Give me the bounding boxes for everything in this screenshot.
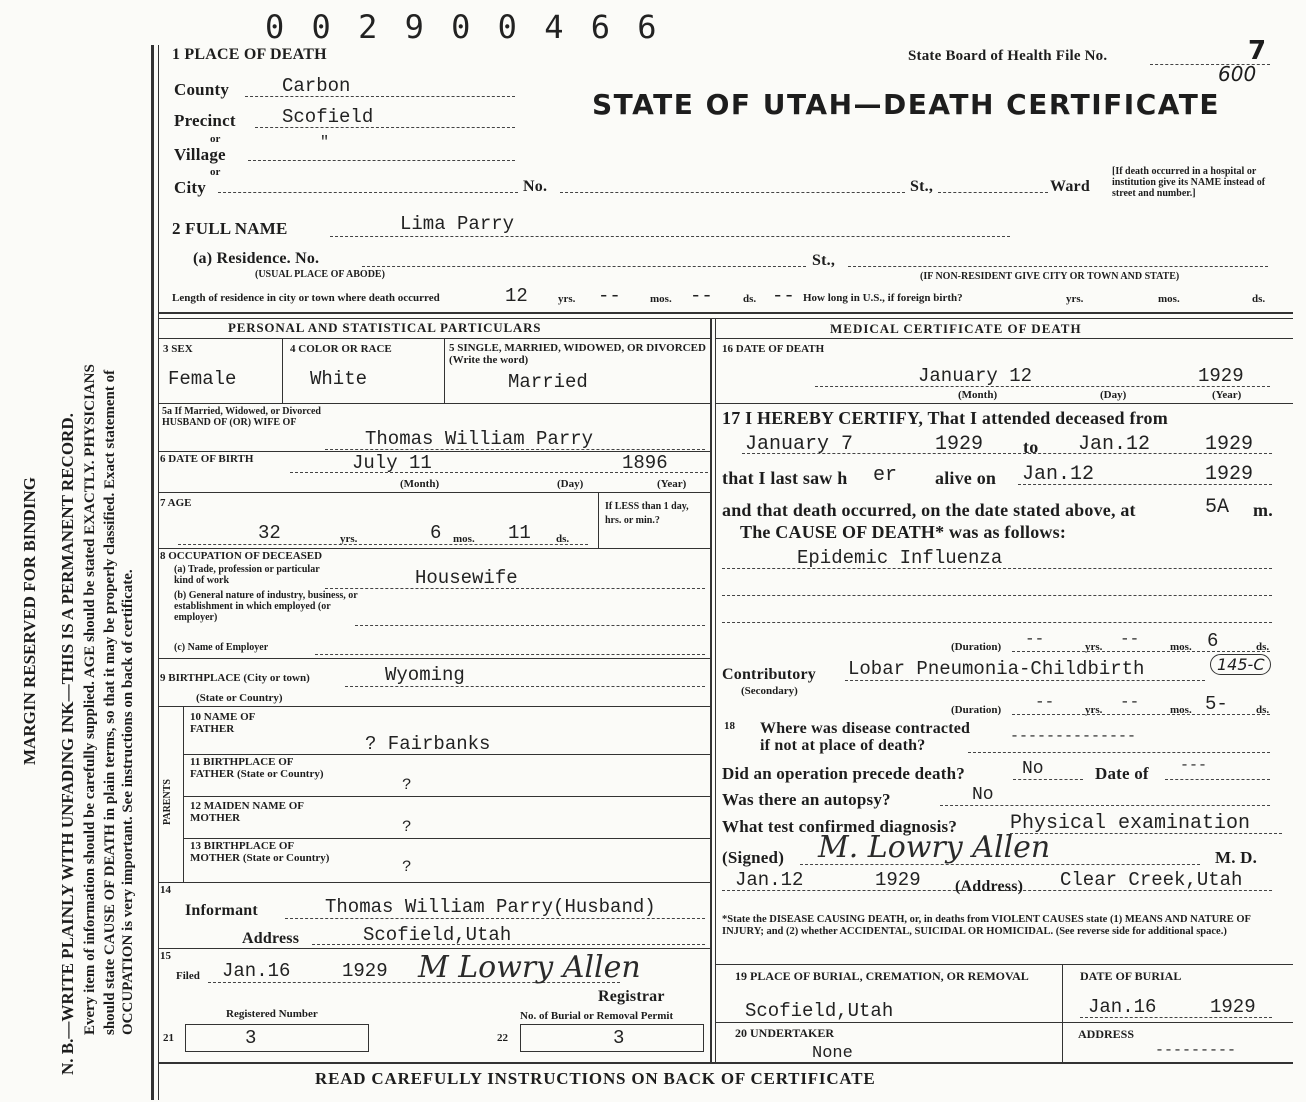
village-label: Village [174, 145, 226, 164]
duration-1-mos-label: mos. [1170, 641, 1192, 653]
contributory-value: Lobar Pneumonia-Childbirth [848, 658, 1145, 680]
sex-label: 3 SEX [163, 343, 193, 355]
length-ds-value: -- [690, 285, 713, 307]
precinct-value: Scofield [282, 106, 374, 128]
filed-year-value: 1929 [342, 960, 388, 982]
section-21: 21 [163, 1032, 174, 1044]
how-long-label: How long in U.S., if foreign birth? [803, 292, 963, 304]
death-time-m: m. [1253, 500, 1273, 520]
father-birthplace-label: 11 BIRTHPLACE OF FATHER (State or Country) [190, 756, 324, 780]
margin-binding: MARGIN RESERVED FOR BINDING [20, 477, 39, 765]
date-of-value: --- [1180, 757, 1208, 774]
attended-from-year-value: 1929 [935, 433, 984, 456]
how-long-ds-label: ds. [1252, 293, 1266, 305]
or-label-2: or [210, 166, 221, 178]
occupation-value: Housewife [415, 567, 518, 589]
registrar-signature: M Lowry Allen [418, 950, 641, 985]
burial-date-value: Jan.16 [1088, 996, 1157, 1018]
age-yrs-label: yrs. [340, 533, 358, 545]
length-label: Length of residence in city or town where death occurred [172, 292, 440, 304]
occupation-a-label: (a) Trade, profession or particular kind of work [174, 564, 320, 586]
operation-label: Did an operation precede death? [722, 764, 965, 783]
city-st-label: St., [910, 178, 934, 195]
certify-label: 17 I HEREBY CERTIFY, That I attended deceased from [722, 408, 1168, 428]
last-saw-er: er [873, 464, 898, 487]
occupation-label: 8 OCCUPATION OF DECEASED [160, 550, 323, 562]
mother-birthplace-label: 13 BIRTHPLACE OF MOTHER (State or Country) [190, 840, 330, 864]
cause-value: Epidemic Influenza [797, 547, 1003, 569]
dob-label: 6 DATE OF BIRTH [160, 453, 254, 465]
duration-2-ds-label: ds. [1256, 704, 1270, 716]
physician-address-label: (Address) [955, 878, 1024, 895]
section-15: 15 [160, 950, 171, 962]
margin-occupation: OCCUPATION is very important. See instructions on back of certificate. [120, 569, 136, 1035]
undertaker-label: 20 UNDERTAKER [735, 1026, 835, 1040]
place-heading: 1 PLACE OF DEATH [172, 46, 327, 63]
personal-heading: PERSONAL AND STATISTICAL PARTICULARS [228, 320, 542, 335]
dod-month-label: (Month) [958, 389, 998, 401]
md-label: M. D. [1215, 848, 1258, 867]
mother-birthplace-value: ? [402, 858, 412, 876]
length-mos-value: -- [598, 285, 621, 307]
cause-label: The CAUSE OF DEATH* was as follows: [740, 522, 1067, 542]
duration-2-yrs: -- [1035, 693, 1055, 711]
medical-heading: MEDICAL CERTIFICATE OF DEATH [830, 321, 1082, 336]
document-title: STATE OF UTAH—DEATH CERTIFICATE [592, 88, 1220, 121]
operation-value: No [1022, 759, 1044, 779]
length-yrs-label: yrs. [558, 293, 576, 305]
informant-address-value: Scofield,Utah [363, 924, 512, 946]
dob-month-value: July 11 [352, 452, 432, 474]
file-no-value: 7 [1248, 36, 1267, 66]
city-no-label: No. [523, 178, 548, 195]
county-label: County [174, 80, 230, 99]
father-name-value: ? Fairbanks [365, 733, 491, 755]
margin-every: Every item of information should be carefully supplied. AGE should be stated EXACTLY. PHYSICIANS [82, 364, 98, 1035]
age-ds-label: ds. [556, 533, 570, 545]
full-name-label: 2 FULL NAME [172, 219, 288, 238]
margin-should: should state CAUSE OF DEATH in plain terms, so that it may be properly classified. Exact statement of [102, 369, 118, 1035]
to-label: to [1023, 437, 1039, 457]
secondary-label: (Secondary) [741, 685, 798, 697]
test-label: What test confirmed diagnosis? [722, 817, 958, 836]
where-contracted-label: Where was disease contracted [760, 720, 971, 737]
file-no-extra: 600 [1218, 62, 1257, 86]
undertaker-address-label: ADDRESS [1078, 1027, 1135, 1041]
duration-1-yrs: -- [1025, 630, 1045, 648]
sign-date-value: Jan.12 [735, 869, 804, 891]
attended-to-value: Jan.12 [1078, 433, 1151, 456]
undertaker-value: None [812, 1044, 853, 1063]
attended-to-year-value: 1929 [1205, 433, 1254, 456]
residence-st-label: St., [812, 252, 836, 269]
length-ds-label: ds. [743, 293, 757, 305]
marital-label: 5 SINGLE, MARRIED, WIDOWED, OR DIVORCED (Write the word) [449, 342, 706, 366]
burial-permit-value: 3 [613, 1027, 625, 1049]
duration-2-ds: 5- [1205, 693, 1228, 715]
physician-signature: M. Lowry Allen [818, 830, 1051, 865]
employer-label: (c) Name of Employer [174, 642, 269, 653]
marital-value: Married [508, 371, 588, 393]
age-mos-label: mos. [453, 533, 475, 545]
dod-year-label: (Year) [1212, 389, 1242, 401]
dob-month-label: (Month) [400, 478, 440, 490]
less-than-label: If LESS than 1 day, hrs. or min.? [605, 501, 689, 526]
or-label-1: or [210, 133, 221, 145]
birthplace-label: 9 BIRTHPLACE (City or town) [160, 672, 310, 684]
burial-date-label: DATE OF BURIAL [1080, 969, 1182, 983]
contributory-code: 145-C [1210, 654, 1271, 675]
duration-1-ds: 6 [1207, 630, 1219, 652]
registered-number-value: 3 [245, 1027, 257, 1049]
precinct-label: Precinct [174, 111, 236, 130]
dob-year-value: 1896 [622, 452, 668, 474]
autopsy-label: Was there an autopsy? [722, 790, 891, 809]
alive-on-value: Jan.12 [1022, 463, 1095, 486]
signed-label: (Signed) [722, 848, 785, 867]
age-ds-value: 11 [508, 522, 531, 544]
ward-label: Ward [1050, 178, 1090, 195]
registrar-label: Registrar [598, 988, 665, 1005]
color-label: 4 COLOR OR RACE [290, 343, 392, 355]
section-14: 14 [160, 884, 171, 896]
where-contracted-value: -------------- [1010, 728, 1137, 745]
occupation-b-label: (b) General nature of industry, business, or establishment in which employed (or employer) [174, 590, 358, 623]
cause-footnote: *State the DISEASE CAUSING DEATH, or, in deaths from VIOLENT CAUSES state (1) MEANS AND NATURE OF INJURY; and (2) whether ACCIDENTAL, SUICIDAL OR HOMICIDAL. (See reverse side for additional space.) [722, 914, 1251, 937]
village-value: " [320, 134, 330, 151]
where-contracted-label-2: if not at place of death? [760, 737, 926, 754]
age-label: 7 AGE [160, 497, 192, 509]
duration-1-ds-label: ds. [1256, 641, 1270, 653]
dob-day-label: (Day) [557, 478, 584, 490]
burial-place-value: Scofield,Utah [745, 1000, 894, 1022]
full-name-value: Lima Parry [400, 213, 515, 235]
color-value: White [310, 368, 368, 390]
footer-instructions: READ CAREFULLY INSTRUCTIONS ON BACK OF CERTIFICATE [315, 1069, 876, 1088]
city-label: City [174, 178, 206, 197]
duration-1-yrs-label: yrs. [1085, 641, 1103, 653]
father-birthplace-value: ? [402, 776, 412, 794]
spouse-value: Thomas William Parry [365, 428, 594, 450]
section-18: 18 [724, 720, 735, 732]
duration-2-yrs-label: yrs. [1085, 704, 1103, 716]
section-22: 22 [497, 1032, 508, 1044]
how-long-mos-label: mos. [1158, 293, 1180, 305]
informant-value: Thomas William Parry(Husband) [325, 896, 656, 918]
informant-address-label: Address [242, 930, 300, 947]
dod-day-label: (Day) [1100, 389, 1127, 401]
sex-value: Female [168, 368, 237, 390]
hospital-note: [If death occurred in a hospital or institution give its NAME instead of street and number.] [1112, 166, 1266, 199]
filed-label: Filed [176, 970, 200, 982]
length-yrs-value: 12 [505, 285, 528, 307]
duration-1-mos: -- [1120, 630, 1140, 648]
margin-nb: N. B.—WRITE PLAINLY WITH UNFADING INK—THIS IS A PERMANENT RECORD. [58, 413, 77, 1075]
parents-label: PARENTS [162, 779, 173, 825]
burial-place-label: 19 PLACE OF BURIAL, CREMATION, OR REMOVAL [735, 969, 1029, 983]
state-country-label: (State or Country) [196, 692, 283, 704]
mother-name-label: 12 MAIDEN NAME OF MOTHER [190, 800, 304, 824]
attended-from-value: January 7 [745, 433, 854, 456]
last-saw-label: that I last saw h [722, 468, 848, 488]
informant-label: Informant [185, 902, 258, 919]
test-value: Physical examination [1010, 812, 1251, 835]
duration-2-label: (Duration) [951, 704, 1002, 716]
undertaker-address-value: --------- [1155, 1042, 1237, 1059]
burial-year-value: 1929 [1210, 996, 1256, 1018]
file-no-label: State Board of Health File No. [908, 48, 1108, 64]
father-name-label: 10 NAME OF FATHER [190, 711, 255, 735]
alive-on-year-value: 1929 [1205, 463, 1254, 486]
spouse-label: 5a If Married, Widowed, or Divorced HUSBAND OF (OR) WIFE OF [162, 406, 321, 428]
sign-year-value: 1929 [875, 869, 921, 891]
age-mos-value: 6 [430, 522, 442, 544]
date-of-death-year-value: 1929 [1198, 365, 1244, 387]
autopsy-value: No [972, 785, 994, 805]
duration-2-mos-label: mos. [1170, 704, 1192, 716]
burial-permit-label: No. of Burial or Removal Permit [520, 1010, 674, 1022]
death-time-value: 5A [1205, 496, 1230, 519]
date-of-label: Date of [1095, 764, 1149, 783]
date-of-death-value: January 12 [918, 365, 1033, 387]
duration-2-mos: -- [1120, 693, 1140, 711]
length-ds-dash: -- [772, 285, 795, 307]
residence-label: (a) Residence. No. [193, 250, 320, 267]
how-long-yrs-label: yrs. [1066, 293, 1084, 305]
duration-1-label: (Duration) [951, 641, 1002, 653]
death-at-label: and that death occurred, on the date stated above, at [722, 500, 1136, 520]
abode-label: (USUAL PLACE OF ABODE) [255, 269, 385, 280]
physician-address-value: Clear Creek,Utah [1060, 869, 1243, 891]
registered-number-label: Registered Number [226, 1008, 318, 1020]
county-value: Carbon [282, 75, 351, 97]
length-mos-label: mos. [650, 293, 672, 305]
document-number: 0 0 2 9 0 0 4 6 6 [265, 8, 661, 46]
date-of-death-label: 16 DATE OF DEATH [722, 343, 825, 355]
contributory-label: Contributory [722, 666, 816, 683]
age-yrs-value: 32 [258, 522, 281, 544]
filed-value: Jan.16 [222, 960, 291, 982]
mother-name-value: ? [402, 818, 412, 836]
nonresident-note: (IF NON-RESIDENT GIVE CITY OR TOWN AND STATE) [920, 271, 1180, 282]
dob-year-label: (Year) [657, 478, 687, 490]
alive-on-label: alive on [935, 468, 997, 488]
birthplace-value: Wyoming [385, 664, 465, 686]
